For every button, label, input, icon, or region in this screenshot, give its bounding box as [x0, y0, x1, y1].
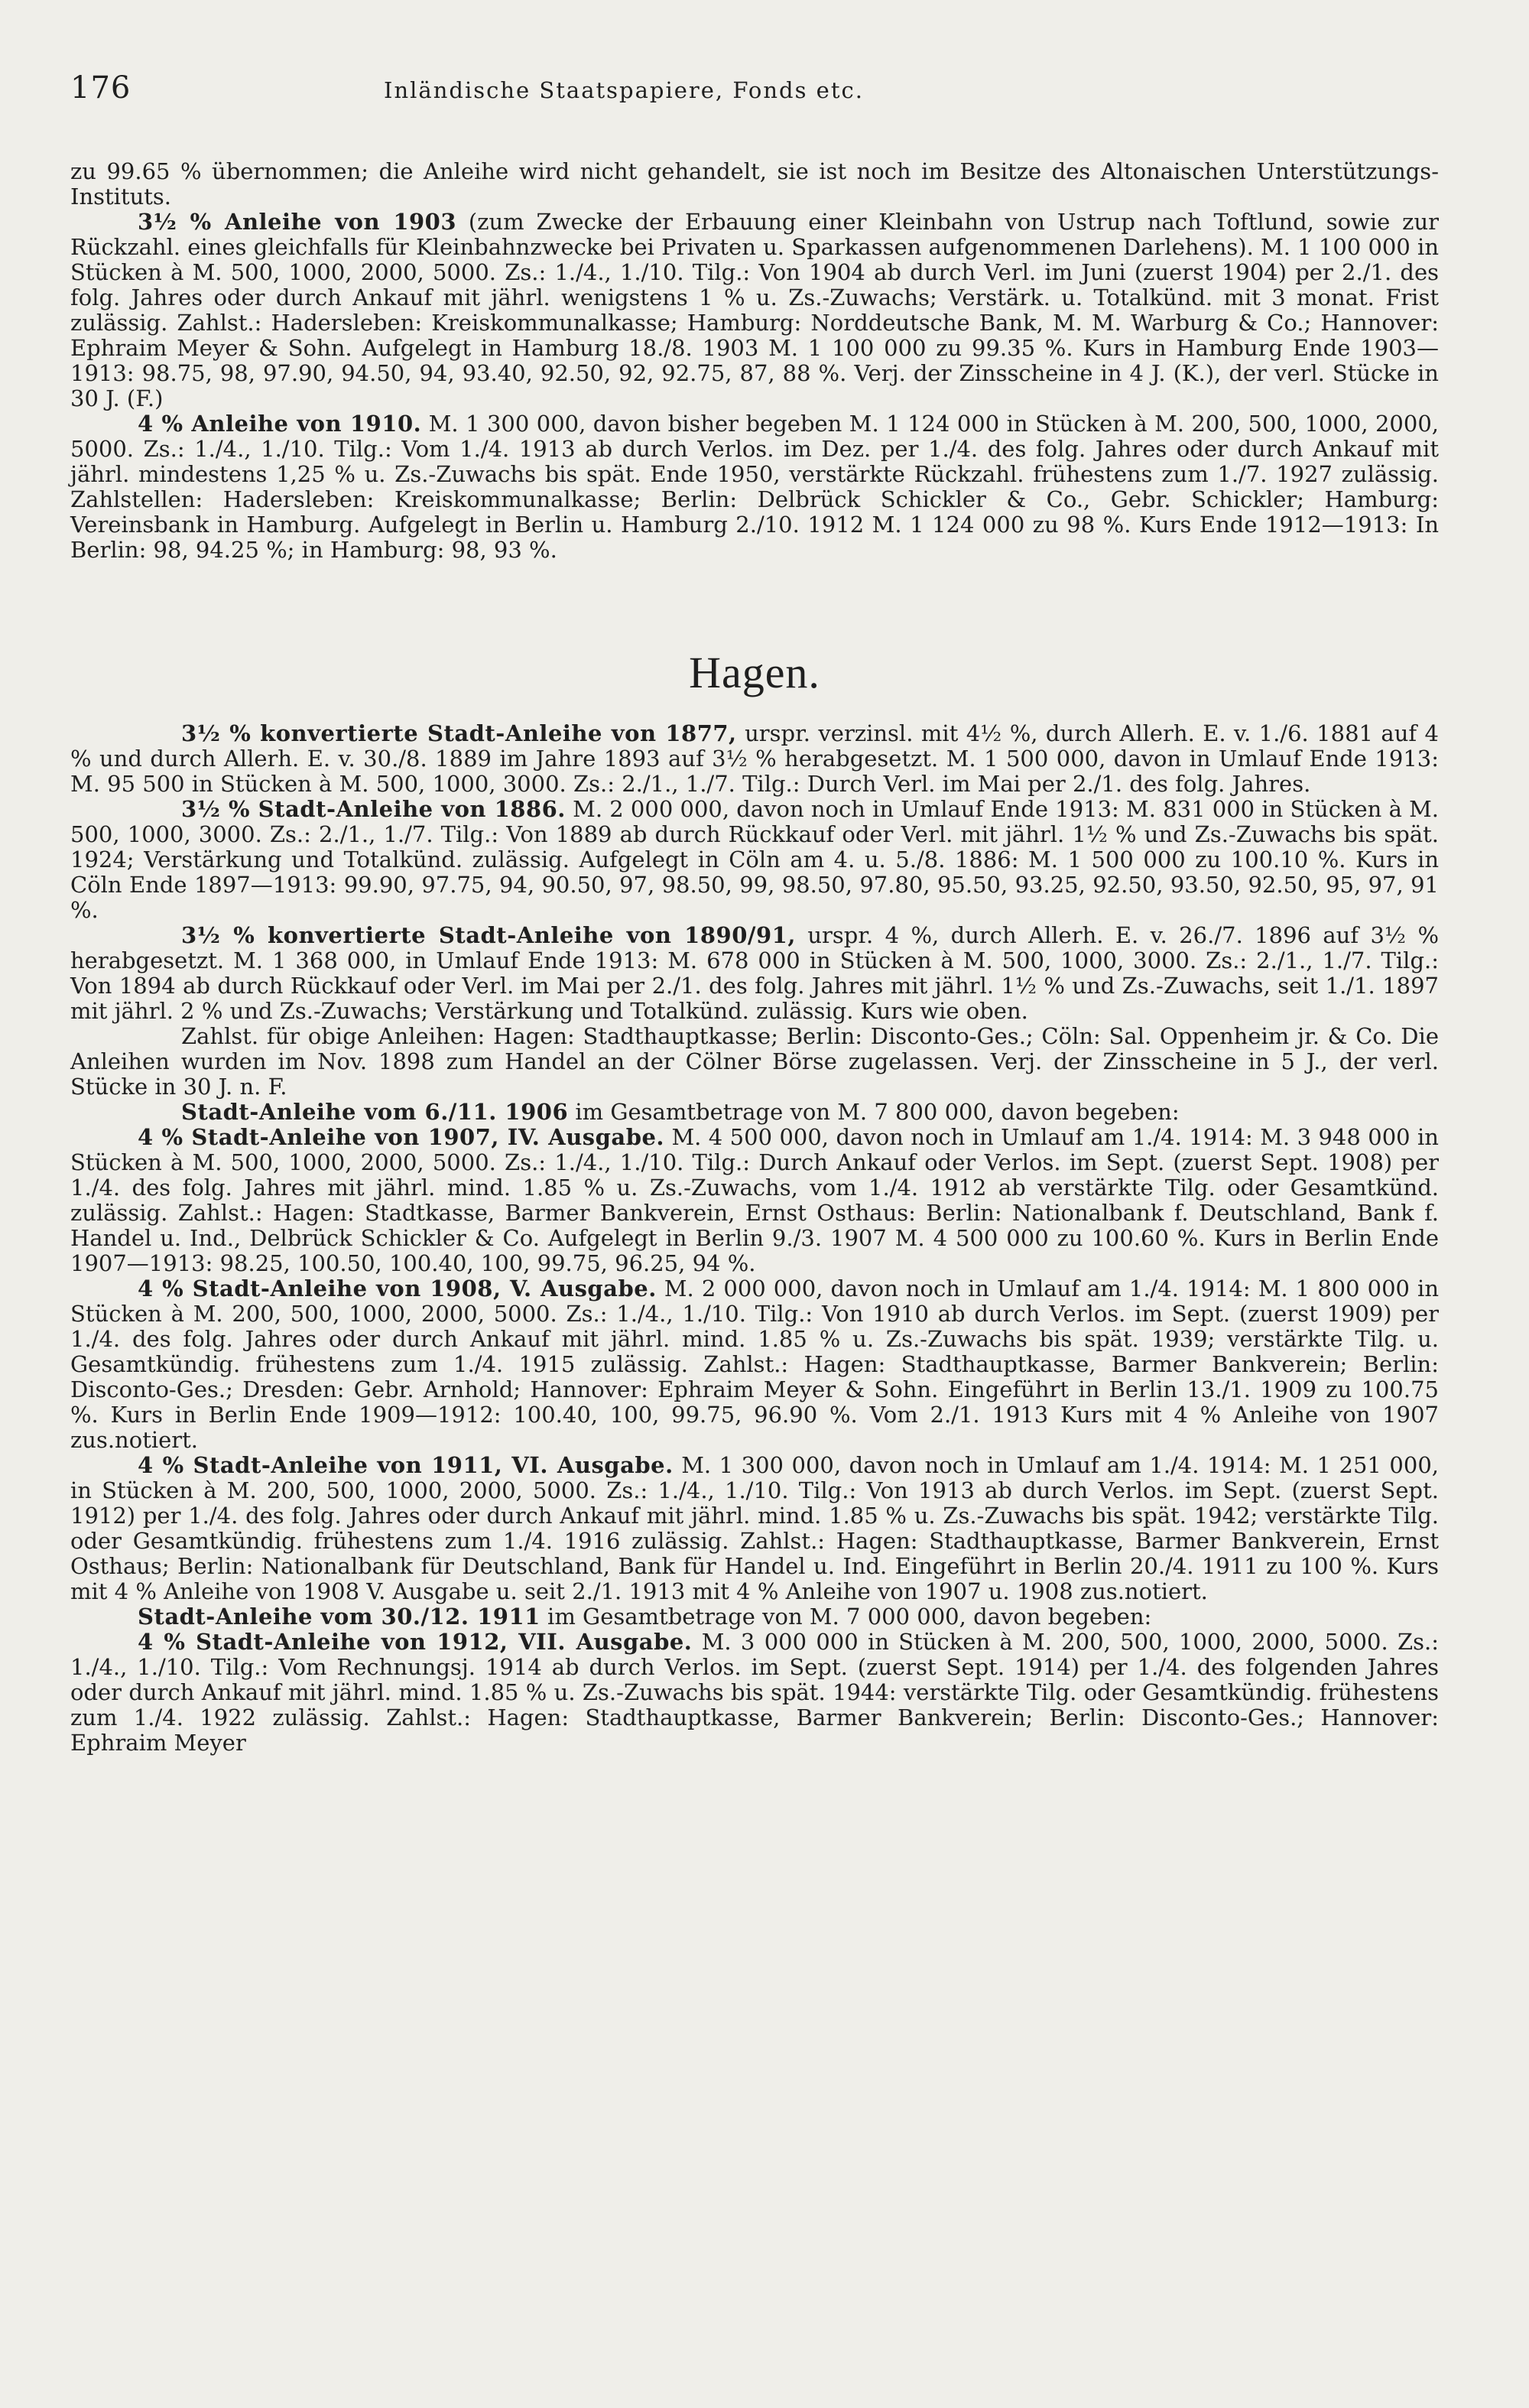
loan-heading: Stadt-Anleihe vom 6./11. 1906 — [181, 1099, 569, 1125]
loan-heading: 3½ % Stadt-Anleihe von 1886. — [181, 796, 566, 822]
page-header — [70, 70, 1439, 116]
loan-text: M. 3 000 000 in Stücken à M. 200, 500, 1000, 2000, 5000. Zs.: 1./4., 1./10. Tilg.: Vom Rechnungsj. 1914 ab durch Verlos. im Sept. (zuerst Sept. 1914) per 1./4. des folgenden Jahres oder durch Ankauf mit jährl. mind. 1.85 % u. Zs.-Zuwachs bis spät. 1944: verstärkte Tilg. oder Gesamtkündig. frühestens zum 1./4. 1922 zulässig. Zahlst.: Hagen: Stadthauptkasse, Barmer Bankverein; Berlin: Disconto-Ges.; Hannover: Ephraim Meyer — [70, 1629, 1439, 1756]
paragraph — [70, 797, 1439, 923]
loan-text: M. 4 500 000, davon noch in Umlauf am 1./4. 1914: M. 3 948 000 in Stücken à M. 500, 1000, 2000, 5000. Zs.: 1./4., 1./10. Tilg.: Durch Ankauf oder Verlos. im Sept. (zuerst Sept. 1908) per 1./4. des folg. Jahres mit jährl. mind. 1.85 % u. Zs.-Zuwachs, vom 1./4. 1912 ab verstärkte Tilg. oder Gesamtkünd. zulässig. Zahlst.: Hagen: Stadtkasse, Barmer Bankverein, Ernst Osthaus: Berlin: Nationalbank f. Deutschland, Bank f. Handel u. Ind., Delbrück Schickler & Co. Aufgelegt in Berlin 9./3. 1907 M. 4 500 000 zu 100.60 %. Kurs in Berlin Ende 1907—1913: 98.25, 100.50, 100.40, 100, 99.75, 96.25, 94 %. — [70, 1124, 1439, 1276]
loan-text: M. 2 000 000, davon noch in Umlauf Ende 1913: M. 831 000 in Stücken à M. 500, 1000, 3000. Zs.: 2./1., 1./7. Tilg.: Von 1889 ab durch Rückkauf oder Verl. mit jährl. 1½ % und Zs.-Zuwachs bis spät. 1924; Verstärkung und Totalkünd. zulässig. Aufgelegt in Cöln am 4. u. 5./8. 1886: M. 1 500 000 zu 100.10 %. Kurs in Cöln Ende 1897—1913: 99.90, 97.75, 94, 90.50, 97, 98.50, 99, 98.50, 97.80, 95.50, 93.25, 92.50, 93.50, 92.50, 95, 97, 91 %. — [70, 796, 1439, 923]
paragraph — [70, 721, 1439, 797]
paragraph: Zahlst. für obige Anleihen: Hagen: Stadthauptkasse; Berlin: Disconto-Ges.; Cöln: Sal. Oppenheim jr. & Co. Die Anleihen wurden im Nov. 1898 zum Handel an der Cölner Börse zugelassen. Verj. der Zinsscheine in 5 J., der verl. Stücke in 30 J. n. F. — [70, 1023, 1439, 1100]
paragraph — [70, 923, 1439, 1024]
paragraph — [70, 411, 1439, 563]
paragraph: zu 99.65 % übernommen; die Anleihe wird nicht gehandelt, sie ist noch im Besitze des Altonaischen Unterstützungs-Instituts. — [70, 158, 1439, 210]
paragraph — [70, 1453, 1439, 1604]
loan-text: urspr. 4 %, durch Allerh. E. v. 26./7. 1896 auf 3½ % herabgesetzt. M. 1 368 000, in Umlauf Ende 1913: M. 678 000 in Stücken à M. 500, 1000, 3000. Zs.: 2./1., 1./7. Tilg.: Von 1894 ab durch Rückkauf oder Verl. im Mai per 2./1. des folg. Jahres mit jährl. 1½ % und Zs.-Zuwachs, seit 1./1. 1897 mit jährl. 2 % und Zs.-Zuwachs; Verstärkung und Totalkünd. zulässig. Kurs wie oben. — [70, 922, 1439, 1024]
hagen-section — [70, 721, 1439, 1756]
section-title: Hagen. — [689, 648, 820, 697]
loan-text: im Gesamtbetrage von M. 7 000 000, davon begeben: — [540, 1604, 1152, 1630]
loan-text: im Gesamtbetrage von M. 7 800 000, davon begeben: — [568, 1099, 1180, 1125]
paragraph — [70, 1630, 1439, 1756]
altona-section — [70, 159, 1439, 563]
loan-heading: Stadt-Anleihe vom 30./12. 1911 — [138, 1604, 541, 1630]
loan-heading: 4 % Anleihe von 1910. — [138, 411, 422, 437]
loan-heading: 4 % Stadt-Anleihe von 1908, V. Ausgabe. — [138, 1275, 657, 1301]
running-head: Inländische Staatspapiere, Fonds etc. — [384, 77, 864, 103]
paragraph — [70, 1604, 1439, 1630]
loan-heading: 3½ % konvertierte Stadt-Anleihe von 1890/91, — [181, 922, 796, 948]
loan-heading: 3½ % konvertierte Stadt-Anleihe von 1877, — [181, 720, 737, 746]
loan-text: M. 1 300 000, davon bisher begeben M. 1 124 000 in Stücken à M. 200, 500, 1000, 2000, 5000. Zs.: 1./4., 1./10. Tilg.: Vom 1./4. 1913 ab durch Verlos. im Dez. per 1./4. des folg. Jahres oder durch Ankauf mit jährl. mindestens 1,25 % u. Zs.-Zuwachs bis spät. Ende 1950, verstärkte Rückzahl. frühestens zum 1./7. 1927 zulässig. Zahlstellen: Hadersleben: Kreiskommunalkasse; Berlin: Delbrück Schickler & Co., Gebr. Schickler; Hamburg: Vereinsbank in Hamburg. Aufgelegt in Berlin u. Hamburg 2./10. 1912 M. 1 124 000 zu 98 %. Kurs Ende 1912—1913: In Berlin: 98, 94.25 %; in Hamburg: 98, 93 %. — [70, 411, 1440, 563]
loan-text: M. 2 000 000, davon noch in Umlauf am 1./4. 1914: M. 1 800 000 in Stücken à M. 200, 500, 1000, 2000, 5000. Zs.: 1./4., 1./10. Tilg.: Von 1910 ab durch Verlos. im Sept. (zuerst 1909) per 1./4. des folg. Jahres oder durch Ankauf mit jährl. mind. 1.85 % u. Zs.-Zuwachs bis spät. 1939; verstärkte Tilg. u. Gesamtkündig. frühestens zum 1./4. 1915 zulässig. Zahlst.: Hagen: Stadthauptkasse, Barmer Bankverein; Berlin: Disconto-Ges.; Dresden: Gebr. Arnhold; Hannover: Ephraim Meyer & Sohn. Eingeführt in Berlin 13./1. 1909 zu 100.75 %. Kurs in Berlin Ende 1909—1912: 100.40, 100, 99.75, 96.90 %. Vom 2./1. 1913 Kurs mit 4 % Anleihe von 1907 zus.notiert. — [70, 1275, 1440, 1453]
loan-heading: 3½ % Anleihe von 1903 — [138, 209, 457, 235]
loan-heading: 4 % Stadt-Anleihe von 1912, VII. Ausgabe. — [138, 1629, 693, 1655]
page-number: 176 — [70, 70, 131, 106]
loan-heading: 4 % Stadt-Anleihe von 1911, VI. Ausgabe. — [138, 1452, 674, 1478]
loan-text: M. 1 300 000, davon noch in Umlauf am 1./4. 1914: M. 1 251 000, in Stücken à M. 200, 500, 1000, 2000, 5000. Zs.: 1./4., 1./10. Tilg.: Von 1913 ab durch Verlos. im Sept. (zuerst Sept. 1912) per 1./4. des folg. Jahres oder durch Ankauf mit jährl. mind. 1.85 % u. Zs.-Zuwachs bis spät. 1942; verstärkte Tilg. oder Gesamtkündig. frühestens zum 1./4. 1916 zulässig. Zahlst.: Hagen: Stadthauptkasse, Barmer Bankverein, Ernst Osthaus; Berlin: Nationalbank für Deutschland, Bank für Handel u. Ind. Eingeführt in Berlin 20./4. 1911 zu 100 %. Kurs mit 4 % Anleihe von 1908 V. Ausgabe u. seit 2./1. 1913 mit 4 % Anleihe von 1907 u. 1908 zus.notiert. — [70, 1452, 1439, 1604]
paragraph — [70, 1125, 1439, 1276]
loan-heading: 4 % Stadt-Anleihe von 1907, IV. Ausgabe. — [138, 1124, 665, 1150]
paragraph — [70, 1100, 1439, 1125]
loan-text: (zum Zwecke der Erbauung einer Kleinbahn von Ustrup nach Toftlund, sowie zur Rückzahl. eines gleichfalls für Kleinbahnzwecke bei Privaten u. Sparkassen aufgenommenen Darlehens). M. 1 100 000 in Stücken à M. 500, 1000, 2000, 5000. Zs.: 1./4., 1./10. Tilg.: Von 1904 ab durch Verl. im Juni (zuerst 1904) per 2./1. des folg. Jahres oder durch Ankauf mit jährl. wenigstens 1 % u. Zs.-Zuwachs; Verstärk. u. Totalkünd. mit 3 monat. Frist zulässig. Zahlst.: Hadersleben: Kreiskommunalkasse; Hamburg: Norddeutsche Bank, M. M. Warburg & Co.; Hannover: Ephraim Meyer & Sohn. Aufgelegt in Hamburg 18./8. 1903 M. 1 100 000 zu 99.35 %. Kurs in Hamburg Ende 1903—1913: 98.75, 98, 97.90, 94.50, 94, 93.40, 92.50, 92, 92.75, 87, 88 %. Verj. der Zinsscheine in 4 J. (K.), der verl. Stücke in 30 J. (F.) — [70, 209, 1439, 411]
paragraph — [70, 210, 1439, 411]
loan-text: urspr. verzinsl. mit 4½ %, durch Allerh. E. v. 1./6. 1881 auf 4 % und durch Allerh. E. v. 30./8. 1889 im Jahre 1893 auf 3½ % herabgesetzt. M. 1 500 000, davon in Umlauf Ende 1913: M. 95 500 in Stücken à M. 500, 1000, 3000. Zs.: 2./1., 1./7. Tilg.: Durch Verl. im Mai per 2./1. des folg. Jahres. — [70, 720, 1439, 797]
paragraph — [70, 1276, 1439, 1453]
